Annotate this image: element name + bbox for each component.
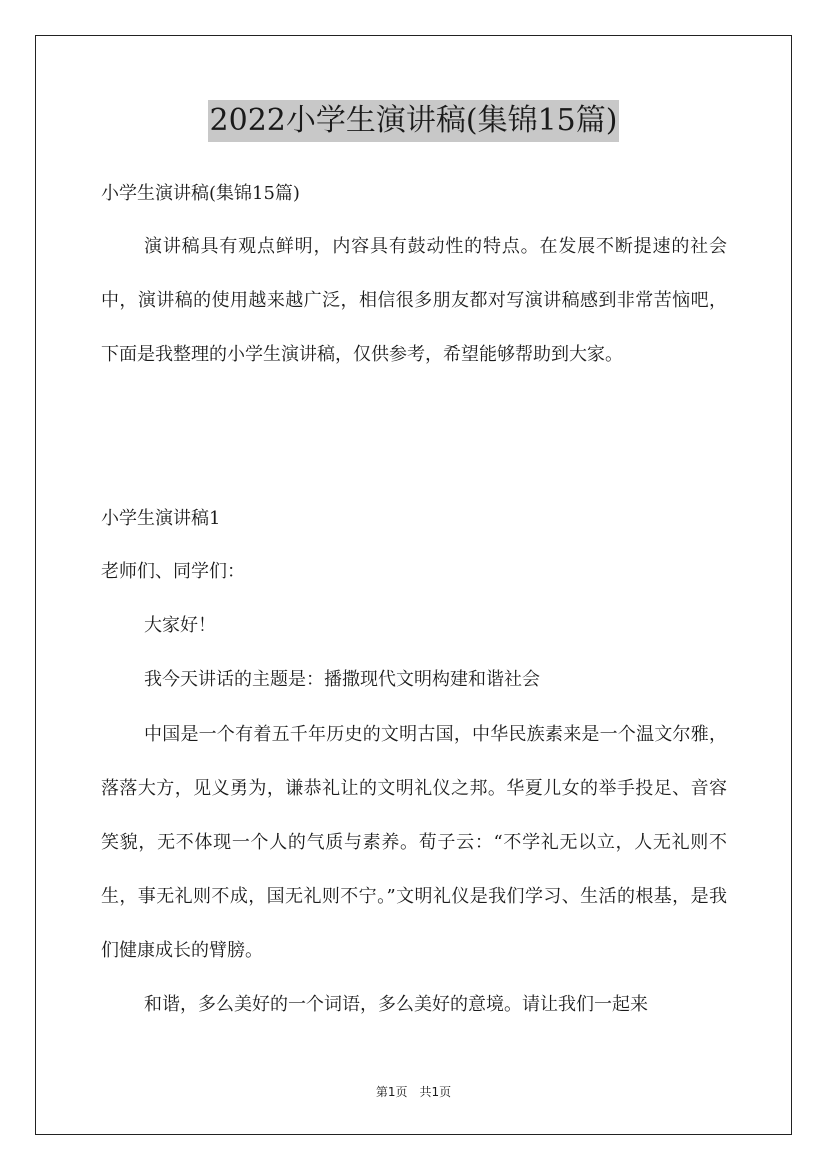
page-footer: 第1页 共1页 (375, 1085, 452, 1099)
body-paragraph-1: 中国是一个有着五千年历史的文明古国，中华民族素来是一个温文尔雅，落落大方，见义勇为，谦恭礼让的文明礼仪之邦。华夏儿女的举手投足、音容笑貌，无不体现一个人的气质与素养。荀子云：“不学礼无以立，人无礼则不生，事无礼则不成，国无礼则不宁。”文明礼仪是我们学习、生活的根基，是我们健康成长的臂膀。 (101, 724, 727, 961)
document-subtitle: 小学生演讲稿(集锦15篇) (101, 183, 300, 204)
document-title: 2022小学生演讲稿(集锦15篇) (208, 100, 620, 142)
body-paragraph-2: 和谐，多么美好的一个词语，多么美好的意境。请让我们一起来 (144, 994, 648, 1015)
section-heading: 小学生演讲稿1 (101, 508, 221, 529)
salutation: 老师们、同学们： (101, 561, 245, 582)
document-title-wrapper (0, 100, 827, 142)
greeting: 大家好！ (144, 615, 216, 636)
topic-line: 我今天讲话的主题是：播撒现代文明构建和谐社会 (144, 669, 540, 690)
intro-paragraph: 演讲稿具有观点鲜明，内容具有鼓动性的特点。在发展不断提速的社会中，演讲稿的使用越来越广泛，相信很多朋友都对写演讲稿感到非常苦恼吧，下面是我整理的小学生演讲稿，仅供参考，希望能够帮助到大家。 (101, 236, 727, 365)
